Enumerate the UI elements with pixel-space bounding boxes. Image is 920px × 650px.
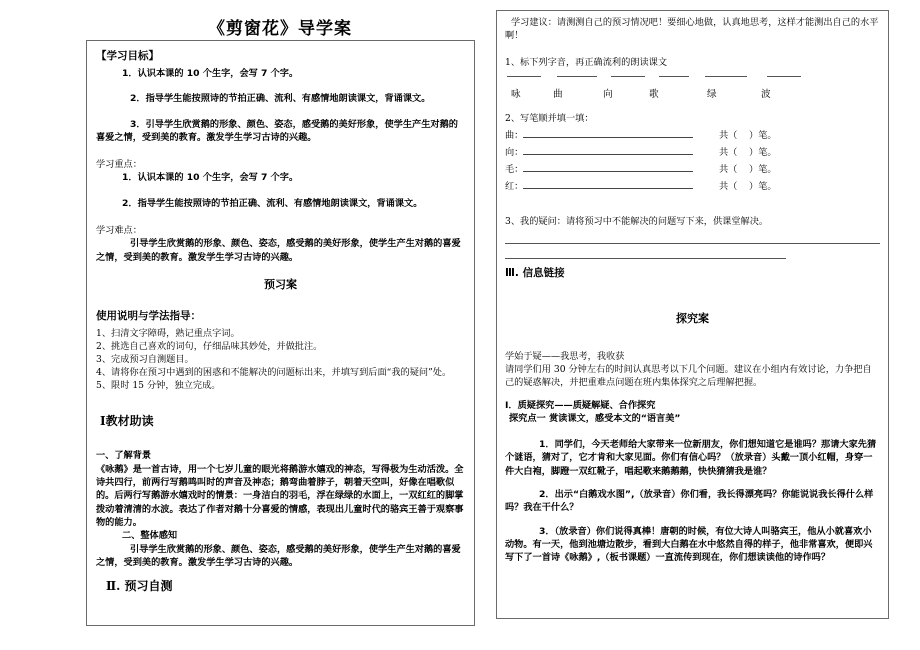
objective-item: 3．引导学生欣赏鹅的形象、颜色、姿态，感受鹅的美好形象，使学生产生对鹅的喜爱之情，受到美的教育。激发学生学习古诗的兴趣。 xyxy=(96,118,458,144)
answer-line[interactable] xyxy=(505,243,880,244)
key-point-item: 2．指导学生能按照诗的节拍正确、流利、有感情地朗读课文，背诵课文。 xyxy=(122,197,423,209)
usage-instructions-heading: 使用说明与学法指导： xyxy=(96,309,201,322)
character-cell: 咏 xyxy=(511,89,521,101)
stroke-char-label: 向： xyxy=(505,147,524,159)
usage-item: 1、扫清文字障碍，熟记重点字词。 xyxy=(96,327,240,339)
question-3-prompt: 3、我的疑问：请将预习中不能解决的问题写下来，供课堂解决。 xyxy=(505,215,769,227)
difficulty-heading: 学习难点： xyxy=(96,225,142,237)
objective-item: 2．指导学生能按照诗的节拍正确、流利、有感情地朗读课文，背诵课文。 xyxy=(130,93,431,105)
inquiry-item: 2．出示“白鹅戏水图”,（放录音）你们看，我长得漂亮吗？你能说说我长得什么样吗？我在干什么？ xyxy=(505,488,874,514)
stroke-count-text: 共（ ）笔。 xyxy=(719,164,777,176)
background-heading: 一、了解背景 xyxy=(96,450,152,462)
stroke-order-row xyxy=(505,144,880,161)
perception-heading: 二、整体感知 xyxy=(122,530,178,542)
character-cell: 向 xyxy=(603,89,613,101)
inquiry-heading: Ⅰ．质疑探究——质疑解疑、合作探究 xyxy=(505,400,656,412)
stroke-order-row xyxy=(505,127,880,144)
inquiry-motto: 学始于疑——我思考，我收获 xyxy=(505,350,625,362)
pinyin-blank[interactable] xyxy=(705,76,747,77)
inquiry-item: 3．（放录音）你们说得真棒！唐朝的时候，有位大诗人叫骆宾王，他从小就喜欢小动物。有一天，他到池塘边散步，看到大白鹅在水中悠然自得的样子，他非常喜欢，便即兴写下了一首诗《咏鹅》,（板书课题）一直流传到现在，你们想读读他的诗作吗？ xyxy=(505,525,873,564)
learning-objectives-heading: 【学习目标】 xyxy=(96,50,159,62)
key-points-heading: 学习重点： xyxy=(96,159,142,171)
perception-text: 引导学生欣赏鹅的形象、颜色、姿态，感受鹅的美好形象，使学生产生对鹅的喜爱之情，受到美的教育。激发学生学习古诗的兴趣。 xyxy=(96,543,461,568)
section-2-heading: Ⅱ. 预习自测 xyxy=(106,579,173,594)
page-title: 《剪窗花》导学案 xyxy=(208,19,352,39)
preview-case-heading: 预习案 xyxy=(264,277,297,291)
stroke-order-input[interactable] xyxy=(523,127,693,138)
difficulty-text: 引导学生欣赏鹅的形象、颜色、姿态，感受鹅的美好形象，使学生产生对鹅的喜爱之情，受到美的教育。激发学生学习古诗的兴趣。 xyxy=(96,238,461,263)
stroke-char-label: 曲： xyxy=(505,130,524,142)
usage-item: 2、挑选自己喜欢的词句，仔细品味其妙处，并做批注。 xyxy=(96,340,323,352)
study-advice-text: 学习建议：请测测自己的预习情况吧！要细心地做，认真地思考，这样才能测出自己的水平啊！ xyxy=(505,17,879,42)
stroke-order-input[interactable] xyxy=(523,178,693,189)
right-content-panel xyxy=(496,10,889,619)
question-2-prompt: 2、写笔顺并填一填： xyxy=(505,113,594,125)
inquiry-intro: 请同学们用 30 分钟左右的时间认真思考以下几个问题。建议在小组内有效讨论，力争把自己的疑惑解决，并把重难点问题在班内集体探究之后理解把握。 xyxy=(505,364,872,389)
character-row xyxy=(505,86,880,100)
stroke-order-input[interactable] xyxy=(523,144,693,155)
inquiry-case-heading: 探究案 xyxy=(676,311,709,325)
pinyin-blank[interactable] xyxy=(659,76,689,77)
inquiry-point-label: 探究点一 赏读课文，感受本文的“语言美” xyxy=(509,413,681,425)
pinyin-blank[interactable] xyxy=(557,76,597,77)
pinyin-blank-row xyxy=(505,76,880,77)
key-point-item: 1．认识本课的 10 个生字，会写 7 个字。 xyxy=(122,172,299,184)
question-1-prompt: 1、标下列字音，再正确流利的朗读课文 xyxy=(505,57,668,69)
stroke-order-list xyxy=(505,127,880,195)
stroke-order-row xyxy=(505,178,880,195)
inquiry-item: 1．同学们，今天老师给大家带来一位新朋友，你们想知道它是谁吗？那请大家先猜个谜语，猜对了，它才肯和大家见面。你们有信心吗？（放录音）头戴一顶小红帽，身穿一件大白袍，脚蹬一双红靴子，唱起歌来鹅鹅鹅，快快猜猜我是谁？ xyxy=(505,438,877,477)
character-cell: 曲 xyxy=(553,89,563,101)
pinyin-blank[interactable] xyxy=(507,76,541,77)
stroke-count-text: 共（ ）笔。 xyxy=(719,147,777,159)
pinyin-blank[interactable] xyxy=(767,76,801,77)
character-cell: 波 xyxy=(761,89,771,101)
section-3-heading: Ⅲ. 信息链接 xyxy=(505,266,565,279)
left-content-panel xyxy=(86,40,475,626)
objective-item: 1．认识本课的 10 个生字，会写 7 个字。 xyxy=(122,68,299,79)
usage-item: 3、完成预习自测题目。 xyxy=(96,354,194,365)
stroke-count-text: 共（ ）笔。 xyxy=(719,130,777,142)
character-cell: 歌 xyxy=(649,89,659,101)
usage-item: 4、请将你在预习中遇到的困惑和不能解决的问题标出来，并填写到后面“我的疑问”处。 xyxy=(96,367,452,379)
stroke-order-row xyxy=(505,161,880,178)
stroke-char-label: 红： xyxy=(505,180,524,192)
stroke-count-text: 共（ ）笔。 xyxy=(719,180,777,192)
character-cell: 绿 xyxy=(707,89,717,101)
stroke-order-input[interactable] xyxy=(523,161,693,172)
section-1-heading: Ⅰ教材助读 xyxy=(100,414,154,429)
stroke-char-label: 毛： xyxy=(505,164,524,176)
pinyin-blank[interactable] xyxy=(611,76,645,77)
background-text: 《咏鹅》是一首古诗，用一个七岁儿童的眼光将鹅游水嬉戏的神态，写得极为生动活泼。全诗共四行，前两行写鹅鸣叫时的声音及神态；鹅弯曲着脖子，朝着天空叫，好像在唱歌似的。后两行写鹅游水嬉戏时的情景：一身洁白的羽毛，浮在绿绿的水面上，一双红红的脚掌拨动着清清的水波。表达了作者对鹅十分喜爱的情感，表现出儿童时代的骆宾王善于观察事物的能力。 xyxy=(96,463,464,528)
usage-item: 5、限时 15 分钟，独立完成。 xyxy=(96,380,221,392)
